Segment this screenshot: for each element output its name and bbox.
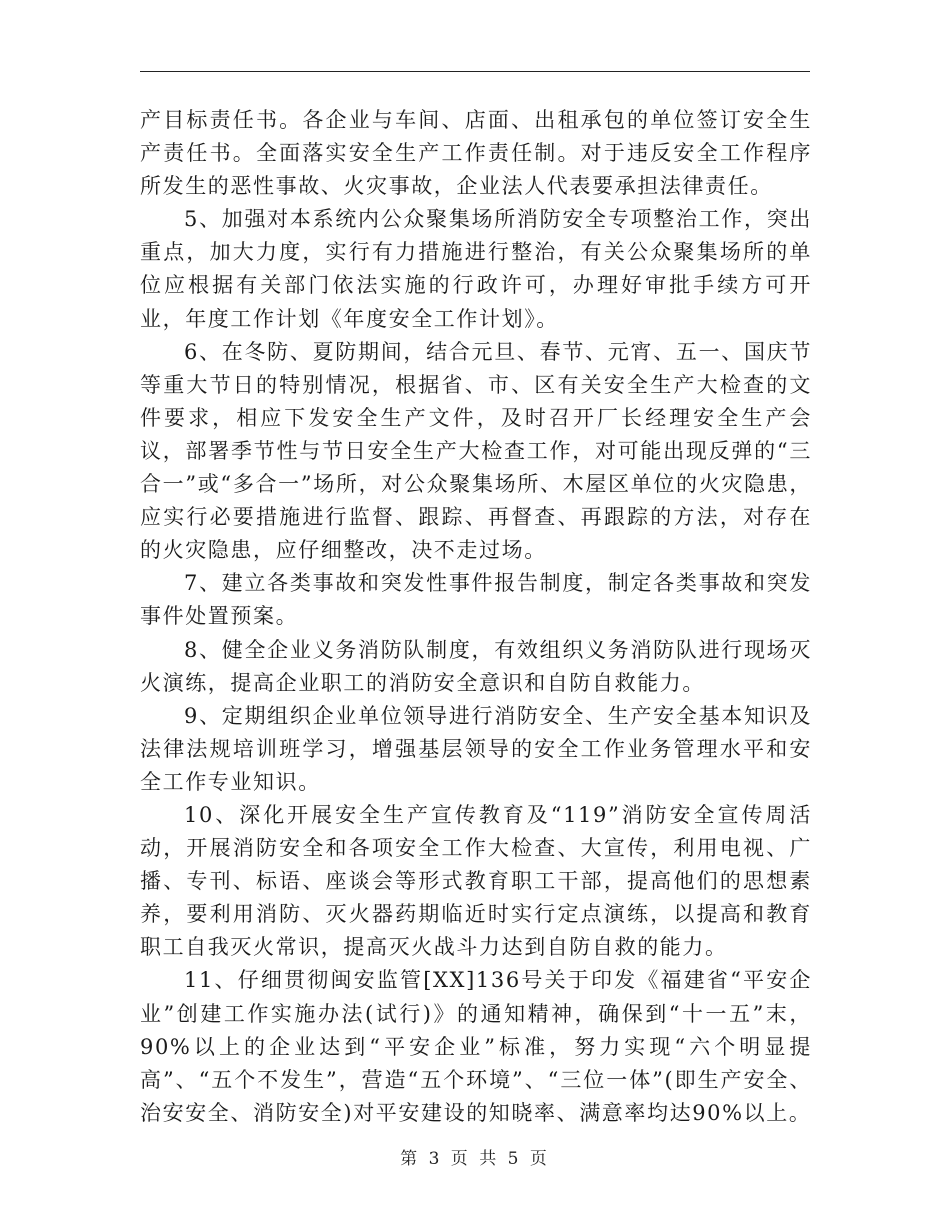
document-body bbox=[140, 104, 812, 1130]
paragraph-item-7: 7、建立各类事故和突发性事件报告制度，制定各类事故和突发事件处置预案。 bbox=[140, 571, 812, 629]
paragraph-item-9: 9、定期组织企业单位领导进行消防安全、生产安全基本知识及法律法规培训班学习，增强基层领导的安全工作业务管理水平和安全工作专业知识。 bbox=[140, 703, 812, 794]
paragraph-item-5: 5、加强对本系统内公众聚集场所消防安全专项整治工作，突出重点，加大力度，实行有力措施进行整治，有关公众聚集场所的单位应根据有关部门依法实施的行政许可，办理好审批手续方可开业，年度工作计划《年度安全工作计划》。 bbox=[140, 207, 812, 331]
paragraph-item-8: 8、健全企业义务消防队制度，有效组织义务消防队进行现场灭火演练，提高企业职工的消防安全意识和自防自救能力。 bbox=[140, 637, 812, 695]
paragraph-item-10: 10、深化开展安全生产宣传教育及“119”消防安全宣传周活动，开展消防安全和各项安全工作大检查、大宣传，利用电视、广播、专刊、标语、座谈会等形式教育职工干部，提高他们的思想素养，要利用消防、灭火器药期临近时实行定点演练，以提高和教育职工自我灭火常识，提高灭火战斗力达到自防自救的能力。 bbox=[140, 802, 812, 960]
paragraph-item-11: 11、仔细贯彻闽安监管[XX]136号关于印发《福建省“平安企业”创建工作实施办法(试行)》的通知精神，确保到“十一五”末，90%以上的企业达到“平安企业”标准，努力实现“六个明显提高”、“五个不发生”，营造“五个环境”、“三位一体”(即生产安全、治安安全、消防安全)对平安建设的知晓率、满意率均达90%以上。 bbox=[140, 968, 812, 1125]
header-divider bbox=[140, 71, 810, 72]
page-number-footer: 第 3 页 共 5 页 bbox=[400, 1149, 550, 1169]
paragraph-item-6: 6、在冬防、夏防期间，结合元旦、春节、元宵、五一、国庆节等重大节日的特别情况，根据省、市、区有关安全生产大检查的文件要求，相应下发安全生产文件，及时召开厂长经理安全生产会议，部署季节性与节日安全生产大检查工作，对可能出现反弹的“三合一”或“多合一”场所，对公众聚集场所、木屋区单位的火灾隐患，应实行必要措施进行监督、跟踪、再督查、再跟踪的方法，对存在的火灾隐患，应仔细整改，决不走过场。 bbox=[140, 339, 812, 563]
paragraph-continued-responsibility: 产目标责任书。各企业与车间、店面、出租承包的单位签订安全生产责任书。全面落实安全生产工作责任制。对于违反安全工作程序所发生的恶性事故、火灾事故，企业法人代表要承担法律责任。 bbox=[140, 108, 812, 199]
